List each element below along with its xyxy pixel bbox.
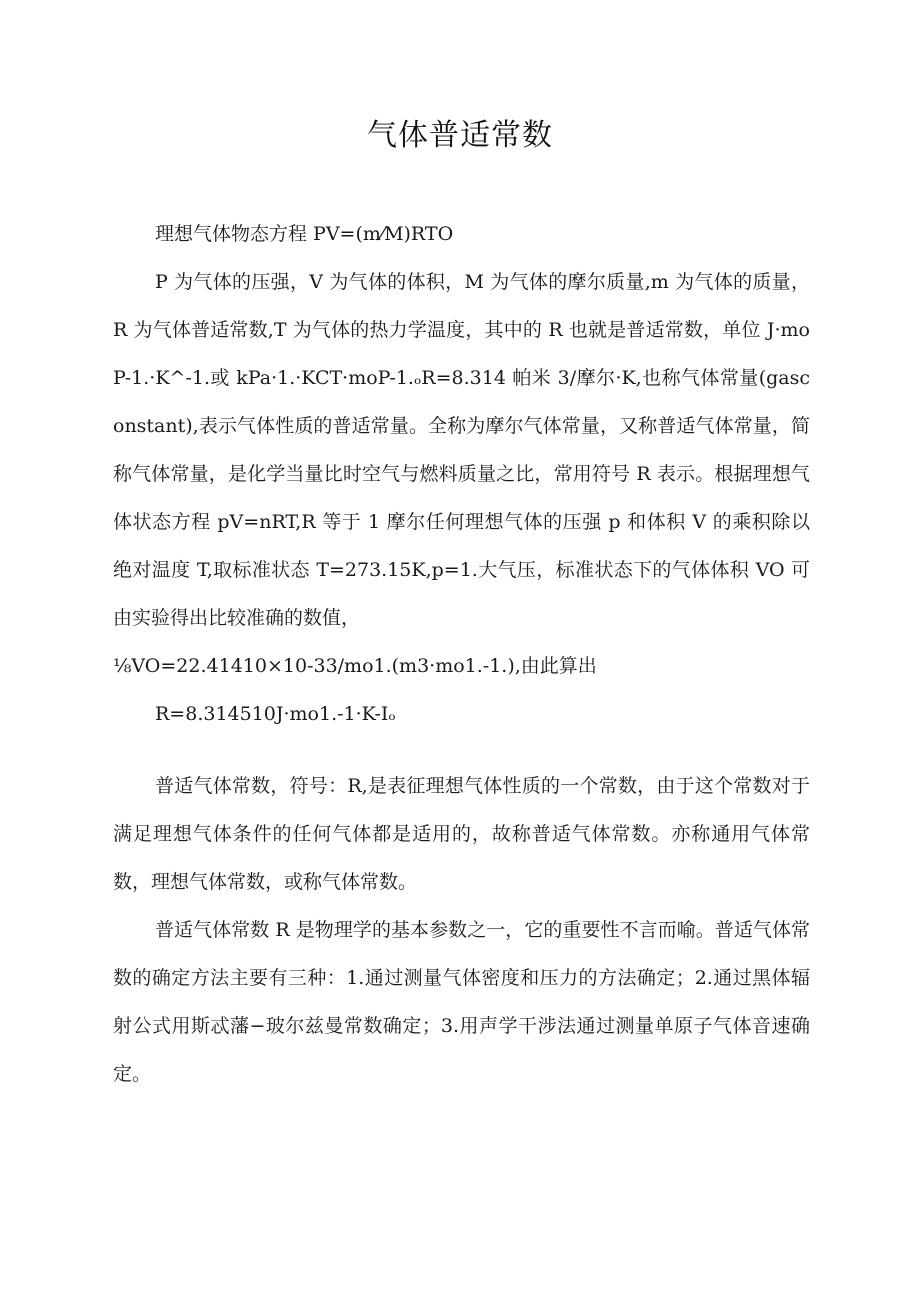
document-title: 气体普适常数 bbox=[367, 118, 553, 153]
paragraph-universal-constant: 普适气体常数，符号：R,是表征理想气体性质的一个常数，由于这个常数对于满足理想气体条件的任何气体都是适用的，故称普适气体常数。亦称通用气体常数，理想气体常数，或称气体常数。 bbox=[113, 775, 810, 893]
paragraph-determination-methods: 普适气体常数 R 是物理学的基本参数之一，它的重要性不言而喻。普适气体常数的确定方法主要有三种：1.通过测量气体密度和压力的方法确定；2.通过黑体辐射公式用斯忒藩−玻尔兹曼常数确定；3.用声学干涉法通过测量单原子气体音速确定。 bbox=[113, 919, 810, 1085]
document-body bbox=[113, 210, 810, 1098]
paragraph-r-value: R=8.314510J·mo1.-1·K-Iₒ bbox=[155, 703, 396, 725]
paragraph-volume-value: ⅛VO=22.41410×10-33/mo1.(m3·mo1.-1.),由此算出 bbox=[113, 655, 597, 677]
paragraph-definition: P 为气体的压强，V 为气体的体积，M 为气体的摩尔质量,m 为气体的质量，R 为气体普适常数,T 为气体的热力学温度，其中的 R 也就是普适常数，单位 J·moP-1.·K^-1.或 kPa·1.·KCT·moP-1.ₒR=8.314 帕米 3/摩尔·K,也称气体常量(gasconstant),表示气体性质的普适常量。全称为摩尔气体常量，又称普适气体常量，简称气体常量，是化学当量比时空气与燃料质量之比，常用符号 R 表示。根据理想气体状态方程 pV=nRT,R 等于 1 摩尔任何理想气体的压强 p 和体积 V 的乘积除以绝对温度 T,取标准状态 T=273.15K,p=1.大气压，标准状态下的气体体积 VO 可由实验得出比较准确的数值， bbox=[113, 271, 810, 629]
paragraph-equation: 理想气体物态方程 PV=(m⁄M)RTO bbox=[155, 223, 454, 245]
